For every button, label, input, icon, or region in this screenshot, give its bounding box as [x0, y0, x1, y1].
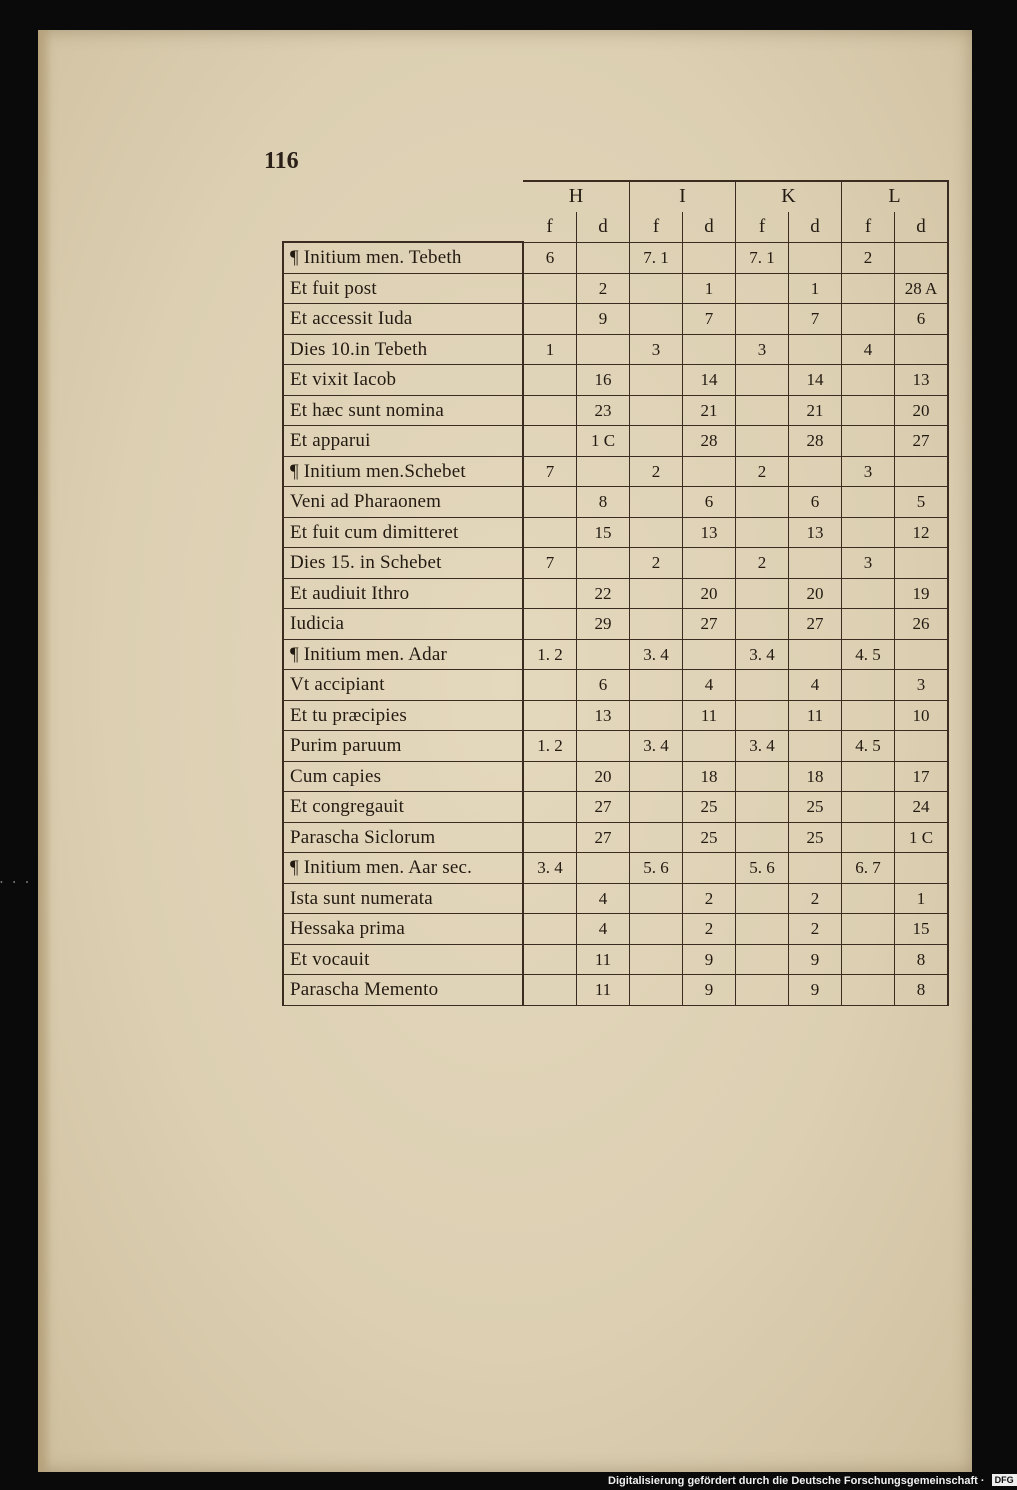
table-cell [630, 944, 683, 975]
scan-margin-dots: • • • [0, 878, 33, 887]
table-row [283, 822, 948, 853]
table-cell: 18 [683, 761, 736, 792]
row-label: Et congregauit [283, 792, 523, 823]
table-cell: 28 [683, 426, 736, 457]
table-cell: 25 [683, 792, 736, 823]
table-cell [736, 822, 789, 853]
table-row [283, 548, 948, 579]
table-row [283, 334, 948, 365]
table-cell [736, 670, 789, 701]
table-row [283, 273, 948, 304]
digitization-footer [608, 1474, 1017, 1488]
table-cell: 4 [842, 334, 895, 365]
table-row [283, 609, 948, 640]
table-cell [630, 578, 683, 609]
table-row [283, 700, 948, 731]
row-label: Parascha Siclorum [283, 822, 523, 853]
calendar-table-container [282, 180, 949, 1006]
table-cell [577, 456, 630, 487]
table-row [283, 456, 948, 487]
table-cell [736, 792, 789, 823]
table-cell: 1 [895, 883, 949, 914]
table-cell: 1 C [895, 822, 949, 853]
table-cell: 16 [577, 365, 630, 396]
table-cell [842, 578, 895, 609]
table-cell: 4 [683, 670, 736, 701]
table-cell [842, 975, 895, 1006]
table-cell: 9 [577, 304, 630, 335]
table-cell [630, 365, 683, 396]
table-cell [842, 700, 895, 731]
table-cell: 8 [895, 944, 949, 975]
table-cell: 2 [736, 456, 789, 487]
table-cell [523, 670, 577, 701]
table-cell: 4 [577, 883, 630, 914]
page-gutter-shadow [38, 30, 52, 1472]
table-cell: 14 [683, 365, 736, 396]
table-cell: 1 [683, 273, 736, 304]
table-cell: 2 [789, 914, 842, 945]
row-label: Et accessit Iuda [283, 304, 523, 335]
table-cell: 11 [683, 700, 736, 731]
table-cell [630, 700, 683, 731]
table-cell: 7 [523, 456, 577, 487]
table-cell [895, 334, 949, 365]
table-row [283, 365, 948, 396]
table-row [283, 731, 948, 762]
table-cell [842, 517, 895, 548]
table-cell [523, 883, 577, 914]
table-cell: 1 C [577, 426, 630, 457]
table-cell [683, 548, 736, 579]
table-cell [842, 609, 895, 640]
table-cell [630, 304, 683, 335]
group-header-row [283, 181, 948, 212]
table-cell: 6 [577, 670, 630, 701]
table-cell [842, 487, 895, 518]
table-cell [523, 975, 577, 1006]
table-cell [789, 548, 842, 579]
table-cell: 3. 4 [630, 731, 683, 762]
table-cell [523, 273, 577, 304]
table-cell: 9 [683, 975, 736, 1006]
table-cell: 1. 2 [523, 731, 577, 762]
group-header-cell: H [523, 181, 630, 212]
table-cell [736, 304, 789, 335]
table-cell [736, 975, 789, 1006]
table-cell: 4 [789, 670, 842, 701]
table-cell [683, 731, 736, 762]
book-page [38, 30, 972, 1472]
table-cell: 6. 7 [842, 853, 895, 884]
table-cell: 2 [842, 242, 895, 273]
table-cell [842, 304, 895, 335]
table-cell: 28 [789, 426, 842, 457]
sub-header-row [283, 212, 948, 243]
table-cell: 3 [895, 670, 949, 701]
table-cell: 8 [577, 487, 630, 518]
table-cell [842, 822, 895, 853]
table-cell: 13 [577, 700, 630, 731]
sub-header-cell: d [789, 212, 842, 243]
table-cell [736, 609, 789, 640]
table-cell: 7 [523, 548, 577, 579]
table-cell: 5. 6 [736, 853, 789, 884]
table-cell [895, 731, 949, 762]
table-cell [630, 273, 683, 304]
table-cell [523, 609, 577, 640]
table-cell: 25 [789, 792, 842, 823]
row-label: Et audiuit Ithro [283, 578, 523, 609]
table-cell: 20 [577, 761, 630, 792]
row-label: Veni ad Pharaonem [283, 487, 523, 518]
dfg-logo: DFG [992, 1474, 1017, 1486]
table-cell [842, 365, 895, 396]
table-cell: 12 [895, 517, 949, 548]
table-row [283, 304, 948, 335]
table-cell [895, 639, 949, 670]
footer-credit-text: Digitalisierung gefördert durch die Deutsche Forschungsgemeinschaft [608, 1475, 978, 1487]
table-cell: 3. 4 [630, 639, 683, 670]
table-cell: 3. 4 [736, 639, 789, 670]
table-cell: 5 [895, 487, 949, 518]
table-cell [736, 517, 789, 548]
row-label: Et vocauit [283, 944, 523, 975]
table-cell: 3 [842, 456, 895, 487]
table-row [283, 578, 948, 609]
table-cell [842, 670, 895, 701]
table-row [283, 639, 948, 670]
table-cell: 11 [789, 700, 842, 731]
table-cell: 25 [789, 822, 842, 853]
group-header-cell: K [736, 181, 842, 212]
table-cell: 6 [895, 304, 949, 335]
table-cell: 6 [523, 242, 577, 273]
table-cell: 27 [895, 426, 949, 457]
table-cell: 23 [577, 395, 630, 426]
table-cell [789, 731, 842, 762]
table-cell [577, 334, 630, 365]
table-cell: 2 [736, 548, 789, 579]
table-cell: 5. 6 [630, 853, 683, 884]
table-cell: 13 [789, 517, 842, 548]
table-cell: 11 [577, 944, 630, 975]
table-row [283, 761, 948, 792]
table-row [283, 853, 948, 884]
table-cell: 19 [895, 578, 949, 609]
sub-header-spacer [283, 212, 523, 243]
table-cell [842, 883, 895, 914]
table-cell [523, 304, 577, 335]
table-row [283, 242, 948, 273]
table-cell: 18 [789, 761, 842, 792]
table-cell [736, 395, 789, 426]
table-cell [523, 578, 577, 609]
table-cell [736, 365, 789, 396]
row-label: Et fuit cum dimitteret [283, 517, 523, 548]
table-cell: 3. 4 [523, 853, 577, 884]
group-header-spacer [283, 181, 523, 212]
table-cell: 20 [789, 578, 842, 609]
table-cell: 3. 4 [736, 731, 789, 762]
group-header-cell: I [630, 181, 736, 212]
table-cell [842, 914, 895, 945]
table-cell [523, 792, 577, 823]
table-cell: 13 [895, 365, 949, 396]
row-label: Et fuit post [283, 273, 523, 304]
table-cell [842, 761, 895, 792]
row-label: Et tu præcipies [283, 700, 523, 731]
table-row [283, 792, 948, 823]
table-cell [895, 456, 949, 487]
table-cell: 4 [577, 914, 630, 945]
table-cell [842, 395, 895, 426]
row-label: Vt accipiant [283, 670, 523, 701]
table-row [283, 395, 948, 426]
table-cell: 24 [895, 792, 949, 823]
group-header-cell: L [842, 181, 949, 212]
table-cell: 2 [630, 456, 683, 487]
table-cell [577, 731, 630, 762]
row-label: Et hæc sunt nomina [283, 395, 523, 426]
row-label: ¶ Initium men.Schebet [283, 456, 523, 487]
row-label: ¶ Initium men. Aar sec. [283, 853, 523, 884]
table-cell: 8 [895, 975, 949, 1006]
table-cell: 9 [683, 944, 736, 975]
table-row [283, 517, 948, 548]
table-cell [736, 700, 789, 731]
table-cell [842, 273, 895, 304]
table-cell [842, 426, 895, 457]
table-cell: 3 [630, 334, 683, 365]
table-cell: 26 [895, 609, 949, 640]
table-cell [577, 242, 630, 273]
table-cell [683, 853, 736, 884]
sub-header-cell: f [630, 212, 683, 243]
table-cell [523, 395, 577, 426]
table-cell [523, 822, 577, 853]
table-cell: 3 [736, 334, 789, 365]
table-cell: 1 [789, 273, 842, 304]
table-cell: 28 A [895, 273, 949, 304]
table-cell [789, 242, 842, 273]
footer-separator: · [980, 1475, 988, 1487]
table-cell [577, 853, 630, 884]
table-cell [630, 395, 683, 426]
sub-header-cell: d [577, 212, 630, 243]
table-row [283, 426, 948, 457]
table-cell: 2 [577, 273, 630, 304]
row-label: Parascha Memento [283, 975, 523, 1006]
sub-header-cell: d [683, 212, 736, 243]
table-cell: 2 [630, 548, 683, 579]
table-cell [523, 944, 577, 975]
calendar-table [282, 180, 949, 1006]
table-cell [523, 700, 577, 731]
table-cell: 9 [789, 944, 842, 975]
table-cell [630, 517, 683, 548]
table-cell: 2 [683, 883, 736, 914]
table-cell [630, 792, 683, 823]
table-cell [683, 456, 736, 487]
table-cell [736, 487, 789, 518]
table-cell: 27 [577, 792, 630, 823]
table-cell [736, 273, 789, 304]
sub-header-cell: d [895, 212, 949, 243]
row-label: Iudicia [283, 609, 523, 640]
table-cell [895, 548, 949, 579]
table-cell: 2 [789, 883, 842, 914]
table-cell [789, 334, 842, 365]
sub-header-cell: f [736, 212, 789, 243]
table-cell: 25 [683, 822, 736, 853]
table-cell [523, 761, 577, 792]
table-cell: 11 [577, 975, 630, 1006]
table-cell [630, 883, 683, 914]
table-cell [736, 578, 789, 609]
table-cell: 3 [842, 548, 895, 579]
table-cell: 20 [683, 578, 736, 609]
table-cell: 6 [683, 487, 736, 518]
table-cell [736, 883, 789, 914]
table-cell [789, 639, 842, 670]
table-cell: 14 [789, 365, 842, 396]
row-label: Hessaka prima [283, 914, 523, 945]
table-cell [523, 365, 577, 396]
table-cell [789, 456, 842, 487]
table-cell: 17 [895, 761, 949, 792]
table-row [283, 944, 948, 975]
row-label: Dies 15. in Schebet [283, 548, 523, 579]
table-cell [842, 792, 895, 823]
row-label: ¶ Initium men. Adar [283, 639, 523, 670]
table-cell: 29 [577, 609, 630, 640]
page-number: 116 [264, 148, 299, 174]
table-cell: 20 [895, 395, 949, 426]
sub-header-cell: f [842, 212, 895, 243]
table-cell [523, 517, 577, 548]
row-label: Cum capies [283, 761, 523, 792]
row-label: Et vixit Iacob [283, 365, 523, 396]
table-cell [736, 761, 789, 792]
table-cell [630, 914, 683, 945]
table-cell: 1 [523, 334, 577, 365]
table-cell: 27 [683, 609, 736, 640]
table-cell [683, 242, 736, 273]
table-cell: 7 [789, 304, 842, 335]
row-label: Et apparui [283, 426, 523, 457]
table-cell [630, 761, 683, 792]
table-cell: 21 [683, 395, 736, 426]
row-label: Dies 10.in Tebeth [283, 334, 523, 365]
table-row [283, 487, 948, 518]
table-cell [577, 639, 630, 670]
table-cell [630, 487, 683, 518]
table-cell [683, 334, 736, 365]
table-row [283, 975, 948, 1006]
table-cell: 4. 5 [842, 731, 895, 762]
table-cell [630, 670, 683, 701]
table-cell: 7. 1 [736, 242, 789, 273]
row-label: Purim paruum [283, 731, 523, 762]
table-cell: 15 [895, 914, 949, 945]
table-cell: 6 [789, 487, 842, 518]
table-cell [523, 426, 577, 457]
table-cell [736, 426, 789, 457]
table-cell [630, 822, 683, 853]
table-cell: 7. 1 [630, 242, 683, 273]
table-cell [523, 914, 577, 945]
table-cell: 2 [683, 914, 736, 945]
sub-header-cell: f [523, 212, 577, 243]
table-cell: 4. 5 [842, 639, 895, 670]
table-cell [683, 639, 736, 670]
table-cell: 9 [789, 975, 842, 1006]
table-cell: 10 [895, 700, 949, 731]
table-row [283, 670, 948, 701]
table-cell: 1. 2 [523, 639, 577, 670]
table-cell: 15 [577, 517, 630, 548]
table-cell [895, 853, 949, 884]
table-cell: 22 [577, 578, 630, 609]
table-cell: 13 [683, 517, 736, 548]
table-cell [630, 609, 683, 640]
table-cell: 21 [789, 395, 842, 426]
table-row [283, 883, 948, 914]
table-cell [630, 975, 683, 1006]
table-cell [523, 487, 577, 518]
table-cell [895, 242, 949, 273]
table-row [283, 914, 948, 945]
table-cell [736, 944, 789, 975]
table-cell [577, 548, 630, 579]
table-cell: 27 [789, 609, 842, 640]
table-cell: 7 [683, 304, 736, 335]
table-cell [842, 944, 895, 975]
row-label: ¶ Initium men. Tebeth [283, 242, 523, 273]
table-cell: 27 [577, 822, 630, 853]
table-cell [736, 914, 789, 945]
table-cell [789, 853, 842, 884]
table-cell [630, 426, 683, 457]
row-label: Ista sunt numerata [283, 883, 523, 914]
